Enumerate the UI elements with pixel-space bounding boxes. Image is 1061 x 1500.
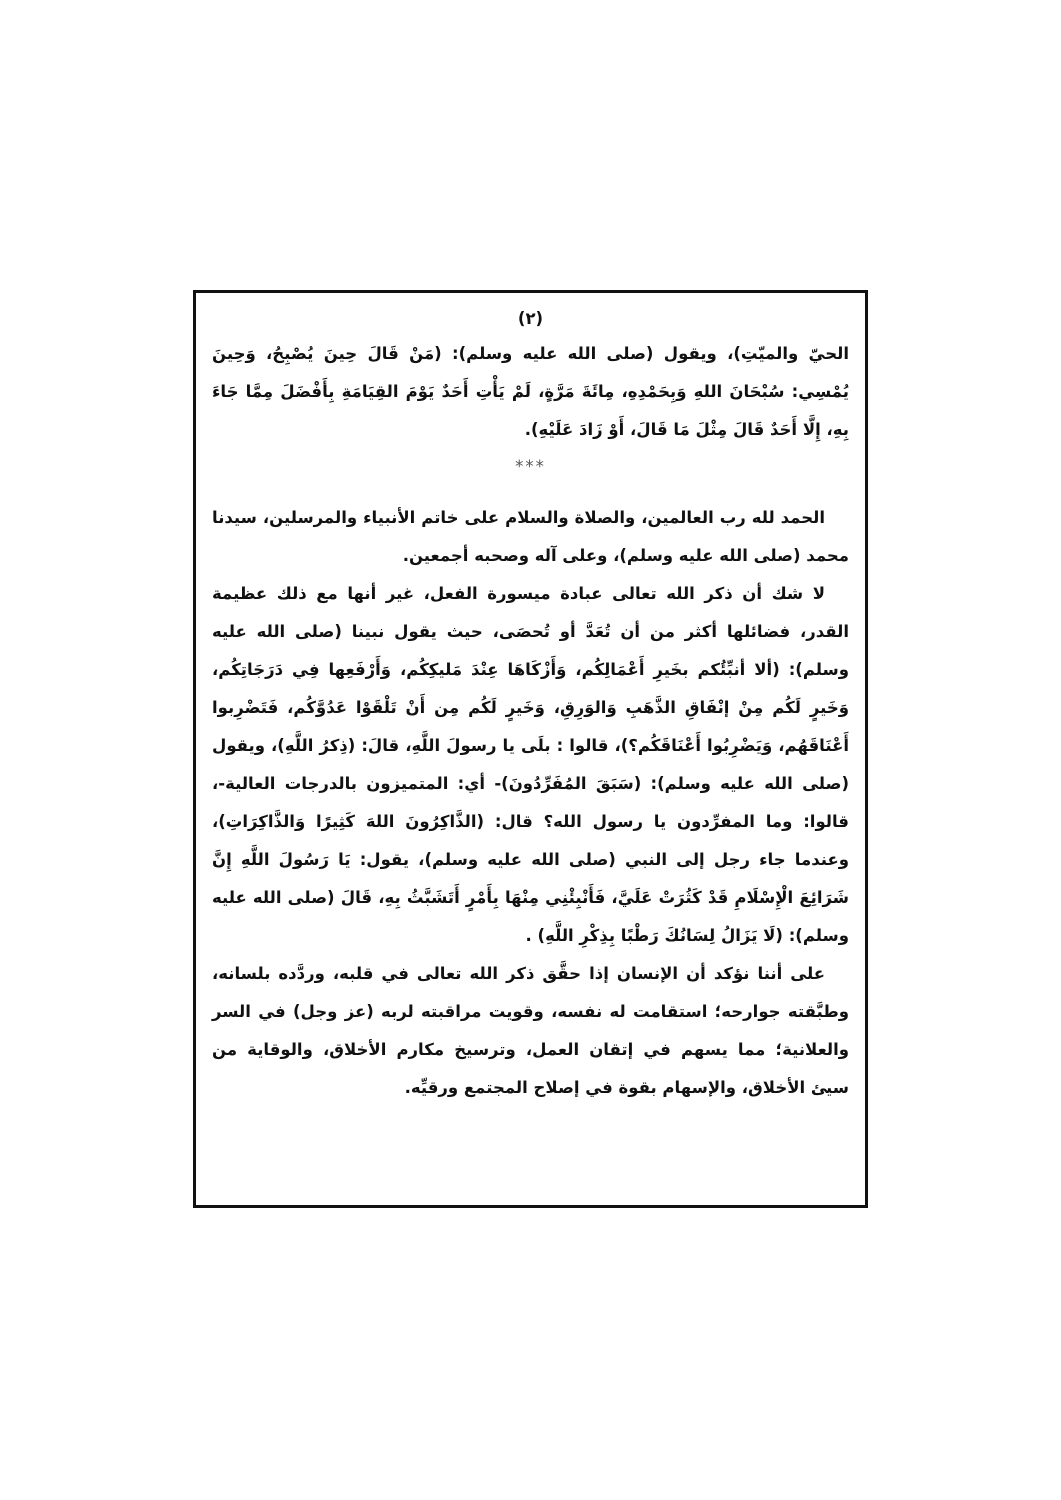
paragraph-opening-praise: الحمد لله رب العالمين، والصلاة والسلام على خاتم الأنبياء والمرسلين، سيدنا محمد (صلى الله عليه وسلم)، وعلى آله وصحبه أجمعين. — [212, 508, 849, 565]
paragraph-conclusion: على أننا نؤكد أن الإنسان إذا حقَّق ذكر الله تعالى في قلبه، وردَّده بلسانه، وطبَّقته جوارحه؛ استقامت له نفسه، وقويت مراقبته لربه (عز وجل) في السر والعلانية؛ مما يسهم في إتقان العمل، وترسيخ مكارم الأخلاق، والوقاية من سيئ الأخلاق، والإسهام بقوة في إصلاح المجتمع ورقيِّه. — [212, 964, 849, 1097]
page-content — [212, 303, 849, 1107]
section-separator: *** — [515, 457, 546, 476]
paragraph-hadith-continuation: الحيّ والميّتِ)، ويقول (صلى الله عليه وسلم): (مَنْ قَالَ حِينَ يُصْبِحُ، وَحِينَ يُمْسِي: سُبْحَانَ اللهِ وَبِحَمْدِهِ، مِائَةَ مَرَّةٍ، لَمْ يَأْتِ أَحَدٌ يَوْمَ القِيَامَةِ بِأَفْضَلَ مِمَّا جَاءَ بِهِ، إِلَّا أَحَدٌ قَالَ مِثْلَ مَا قَالَ، أَوْ زَادَ عَلَيْهِ). — [212, 344, 849, 439]
page-number: (٢) — [517, 309, 544, 328]
paragraph-virtues-of-dhikr: لا شك أن ذكر الله تعالى عبادة ميسورة الفعل، غير أنها مع ذلك عظيمة القدر، فضائلها أكثر من أن تُعَدَّ أو تُحصَى، حيث يقول نبينا (صلى الله عليه وسلم): (ألا أنبِّئُكم بخَيرِ أَعْمَالِكُم، وَأَزْكَاهَا عِنْدَ مَليكِكُم، وَأَرْفَعِها فِي دَرَجَاتِكُم، وَخَيرٍ لَكُم مِنْ إنْفَاقِ الذَّهَبِ وَالوَرِقِ، وَخَيرٍ لَكُم مِن أَنْ تَلْقَوْا عَدُوَّكُم، فَتَضْرِبوا أَعْنَاقَهُم، وَيَضْرِبُوا أَعْنَاقَكُم؟)، قالوا : بلَى يا رسولَ اللَّهِ، قالَ: (ذِكرُ اللَّهِ)، ويقول (صلى الله عليه وسلم): (سَبَقَ المُفَرِّدُونَ)- أي: المتميزون بالدرجات العالية-، قالوا: وما المفرِّدون يا رسول الله؟ قال: (الذَّاكِرُونَ اللهَ كَثِيرًا وَالذَّاكِرَاتِ)، وعندما جاء رجل إلى النبي (صلى الله عليه وسلم)، يقول: يَا رَسُولَ اللَّهِ إِنَّ شَرَائِعَ الْإِسْلَامِ قَدْ كَثُرَتْ عَلَيَّ، فَأَنْبِئْنِي مِنْهَا بِأَمْرٍ أَتَشَبَّثُ بِهِ، قَالَ (صلى الله عليه وسلم): (لَا يَزَالُ لِسَانُكَ رَطْبًا بِذِكْرِ اللَّهِ) . — [212, 584, 849, 945]
page-frame — [193, 290, 868, 1208]
